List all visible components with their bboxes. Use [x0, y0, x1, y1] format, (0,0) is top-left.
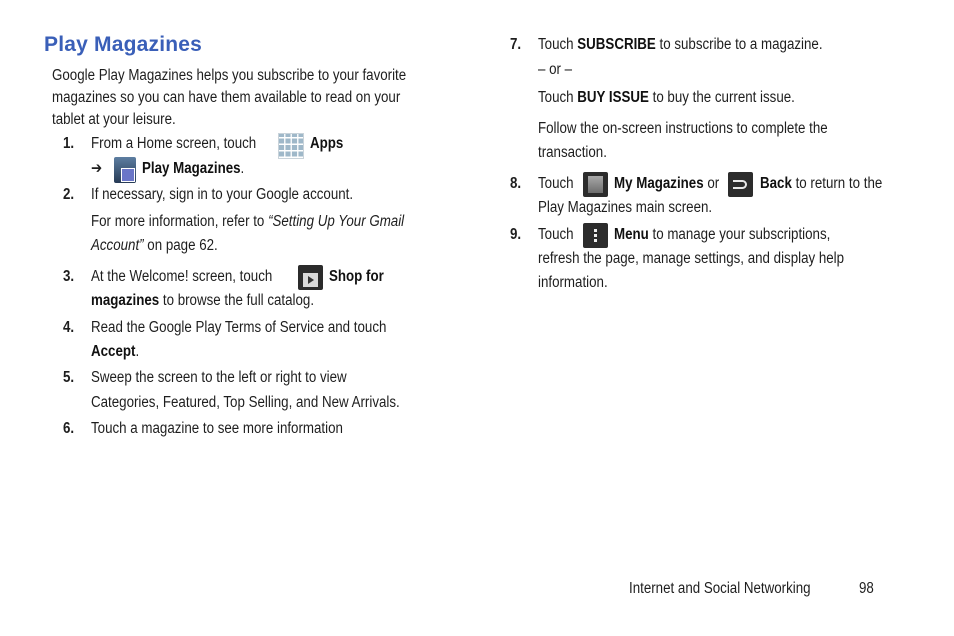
back-icon — [728, 172, 753, 197]
step-text: At the Welcome! screen, touch — [91, 268, 273, 285]
step-text: If necessary, sign in to your Google account. — [91, 186, 354, 203]
reference-lead: For more information, refer to — [91, 213, 265, 230]
follow-line-2: transaction. — [538, 144, 607, 161]
step-text-cont: Categories, Featured, Top Selling, and New Arrivals. — [91, 394, 400, 411]
step-text-cont: information. — [538, 274, 608, 291]
intro-line-1: Google Play Magazines helps you subscribe to your favorite — [52, 67, 407, 84]
play-magazines-label-line — [142, 157, 244, 181]
page-number: 98 — [859, 580, 874, 597]
apps-label: Apps — [310, 135, 344, 152]
step-number: 3. — [63, 268, 75, 285]
step-number: 1. — [63, 135, 75, 152]
step-text: Touch a magazine to see more information — [91, 420, 343, 437]
accept-line — [91, 340, 139, 364]
menu-label: Menu — [614, 226, 649, 243]
step-text: From a Home screen, touch — [91, 135, 257, 152]
step-text: Read the Google Play Terms of Service and touch — [91, 319, 387, 336]
step-number: 9. — [510, 226, 522, 243]
apps-grid-icon — [278, 133, 304, 159]
reference-line — [91, 210, 404, 234]
reference-line-2 — [91, 234, 218, 258]
buy-issue-label: BUY ISSUE — [577, 89, 649, 106]
step-number: 4. — [63, 319, 75, 336]
or-word: or — [703, 175, 720, 192]
step-text-rest: to subscribe to a magazine. — [655, 36, 823, 53]
touch-word: Touch — [538, 226, 574, 243]
period: . — [240, 160, 245, 177]
step-text-rest: to browse the full catalog. — [159, 292, 315, 309]
step-text — [538, 33, 823, 57]
step-text-rest: to buy the current issue. — [648, 89, 795, 106]
period: . — [135, 343, 140, 360]
reference-link[interactable]: “Setting Up Your Gmail — [268, 213, 405, 230]
magazines-label: magazines — [91, 292, 160, 309]
step-number: 8. — [510, 175, 522, 192]
play-magazines-icon — [114, 157, 136, 183]
intro-line-3: tablet at your leisure. — [52, 111, 176, 128]
step-text-cont: refresh the page, manage settings, and display help — [538, 250, 845, 267]
play-store-icon — [298, 265, 323, 290]
shop-for-label: Shop for — [329, 268, 384, 285]
touch-word: Touch — [538, 175, 574, 192]
step-number: 2. — [63, 186, 75, 203]
page-ref: on page 62. — [143, 237, 218, 254]
step-number: 7. — [510, 36, 522, 53]
accept-label: Accept — [91, 343, 136, 360]
intro-line-2: magazines so you can have them available to read on your — [52, 89, 401, 106]
subscribe-label: SUBSCRIBE — [577, 36, 656, 53]
follow-line-1: Follow the on-screen instructions to complete the — [538, 120, 828, 137]
arrow-icon: ➔ — [91, 160, 103, 177]
or-separator: – or – — [538, 61, 573, 78]
page-title: Play Magazines — [44, 33, 203, 56]
footer-section: Internet and Social Networking — [629, 580, 811, 597]
step-text-alt — [538, 86, 795, 110]
my-magazines-label: My Magazines — [614, 175, 704, 192]
touch-word: Touch — [538, 36, 574, 53]
step-text-rest: to manage your subscriptions, — [648, 226, 831, 243]
back-line — [760, 172, 882, 196]
step-text-cont: Play Magazines main screen. — [538, 199, 713, 216]
my-magazines-line — [614, 172, 719, 196]
reference-link-cont[interactable]: Account” — [91, 237, 144, 254]
menu-line — [614, 223, 830, 247]
touch-word: Touch — [538, 89, 574, 106]
step-number: 6. — [63, 420, 75, 437]
step-text-rest: to return to the — [791, 175, 883, 192]
step-text: Sweep the screen to the left or right to view — [91, 369, 347, 386]
back-label: Back — [760, 175, 792, 192]
step-text-cont — [91, 289, 314, 313]
my-magazines-icon — [583, 172, 608, 197]
play-magazines-label: Play Magazines — [142, 160, 241, 177]
menu-dots-icon — [583, 223, 608, 248]
step-number: 5. — [63, 369, 75, 386]
